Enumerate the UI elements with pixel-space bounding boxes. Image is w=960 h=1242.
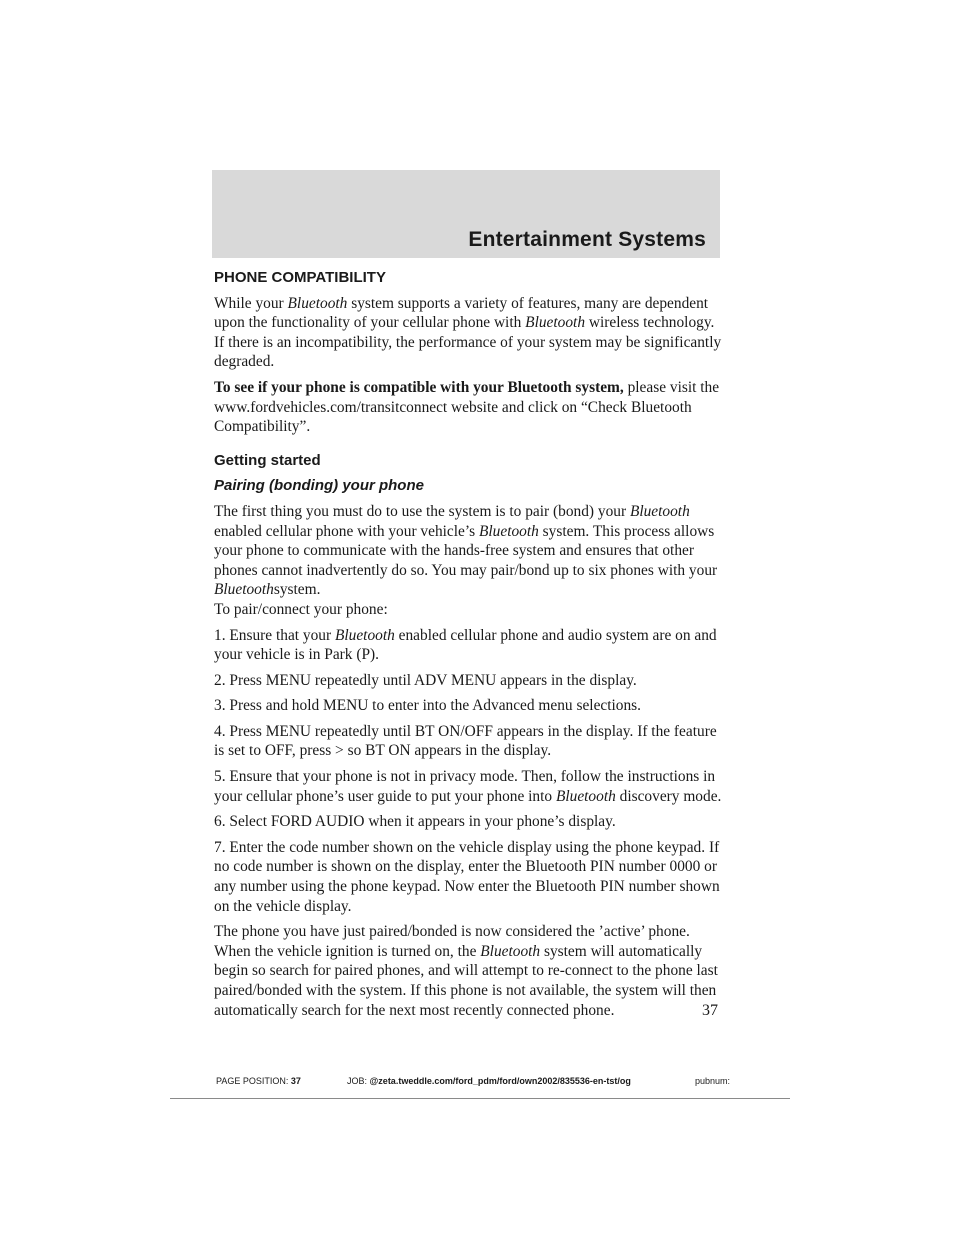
text-run: While your <box>214 294 288 312</box>
text-run: discovery mode. <box>615 787 722 805</box>
heading-getting-started: Getting started <box>214 451 321 469</box>
paragraph-check-compatibility <box>214 378 724 437</box>
footer-job-label: JOB: <box>347 1076 368 1086</box>
text-run: 1. Ensure that your <box>214 626 335 644</box>
text-run: please visit the www.fordvehicles.com/transitconnect website and click on “Check Bluetooth Compatibility”. <box>214 378 720 436</box>
text-run: system. <box>273 581 321 599</box>
footer-divider <box>170 1098 790 1099</box>
footer-job <box>347 1076 631 1086</box>
text-run: The phone you have just paired/bonded is now considered the ’active’ phone. When the vehicle ignition is turned on, the <box>214 923 690 960</box>
print-footer <box>216 1076 776 1086</box>
italic-term: Bluetooth <box>480 942 541 960</box>
step-4: 4. Press MENU repeatedly until BT ON/OFF appears in the display. If the feature is set to OFF, press > so BT ON appears in the display. <box>214 722 717 760</box>
heading-phone-compatibility: PHONE COMPATIBILITY <box>214 269 386 286</box>
subheading-pairing: Pairing (bonding) your phone <box>214 477 424 495</box>
italic-term: Bluetooth <box>629 502 690 520</box>
footer-position-value: 37 <box>290 1076 301 1086</box>
text-run: system will automatically begin so search for paired phones, and will attempt to re-connect to the phone last paired/bonded with the system. If this phone is not available, the system will then automatically search for the next most recently connected phone. <box>214 942 718 1019</box>
paragraph-pair-intro: To pair/connect your phone: <box>214 600 388 618</box>
footer-pubnum-label: pubnum: <box>695 1076 731 1086</box>
step-3: 3. Press and hold MENU to enter into the Advanced menu selections. <box>214 697 642 715</box>
footer-job-value: @zeta.tweddle.com/ford_pdm/ford/own2002/835536-en-tst/og <box>369 1076 631 1086</box>
paragraph-pairing <box>214 502 724 600</box>
text-run: enabled cellular phone with your vehicle’s <box>214 522 479 540</box>
text-run: wireless technology. If there is an incompatibility, the performance of your system may be significantly degraded. <box>214 314 722 371</box>
bold-lead: To see if your phone is compatible with your Bluetooth system, <box>214 378 624 396</box>
paragraph-active-phone <box>214 922 724 1020</box>
section-title: Entertainment Systems <box>468 228 706 251</box>
text-run: system. This process allows your phone to communicate with the hands-free system and ensures that other phones cannot inadvertently do so. You may pair/bond up to six phones with your <box>214 522 718 579</box>
paragraph-compatibility <box>214 294 724 372</box>
text-run: 5. Ensure that your phone is not in privacy mode. Then, follow the instructions in your cellular phone’s user guide to put your phone into <box>214 768 716 805</box>
italic-term: Bluetooth <box>214 581 274 599</box>
step-2: 2. Press MENU repeatedly until ADV MENU appears in the display. <box>214 671 637 689</box>
italic-term: Bluetooth <box>525 314 586 332</box>
text-run: enabled cellular phone and audio system are on and your vehicle is in Park (P). <box>214 626 717 664</box>
text-run: system supports a variety of features, many are dependent upon the functionality of your cellular phone with <box>214 294 709 332</box>
footer-position-label: PAGE POSITION: <box>216 1076 289 1086</box>
step-1 <box>214 626 724 665</box>
step-6: 6. Select FORD AUDIO when it appears in your phone’s display. <box>214 813 616 831</box>
text-run: The first thing you must do to use the system is to pair (bond) your <box>214 502 630 520</box>
page-content <box>214 268 724 1026</box>
italic-term: Bluetooth <box>334 626 395 644</box>
step-5 <box>214 767 724 806</box>
step-7: 7. Enter the code number shown on the vehicle display using the phone keypad. If no code number is shown on the display, enter the Bluetooth PIN number 0000 or any number using the phone keypad. Now enter the Bluetooth PIN number shown on the vehicle display. <box>214 838 720 915</box>
italic-term: Bluetooth <box>555 787 616 805</box>
page-number: 37 <box>702 1002 718 1019</box>
section-header-band <box>212 170 720 258</box>
italic-term: Bluetooth <box>478 522 539 540</box>
italic-term: Bluetooth <box>287 294 348 312</box>
